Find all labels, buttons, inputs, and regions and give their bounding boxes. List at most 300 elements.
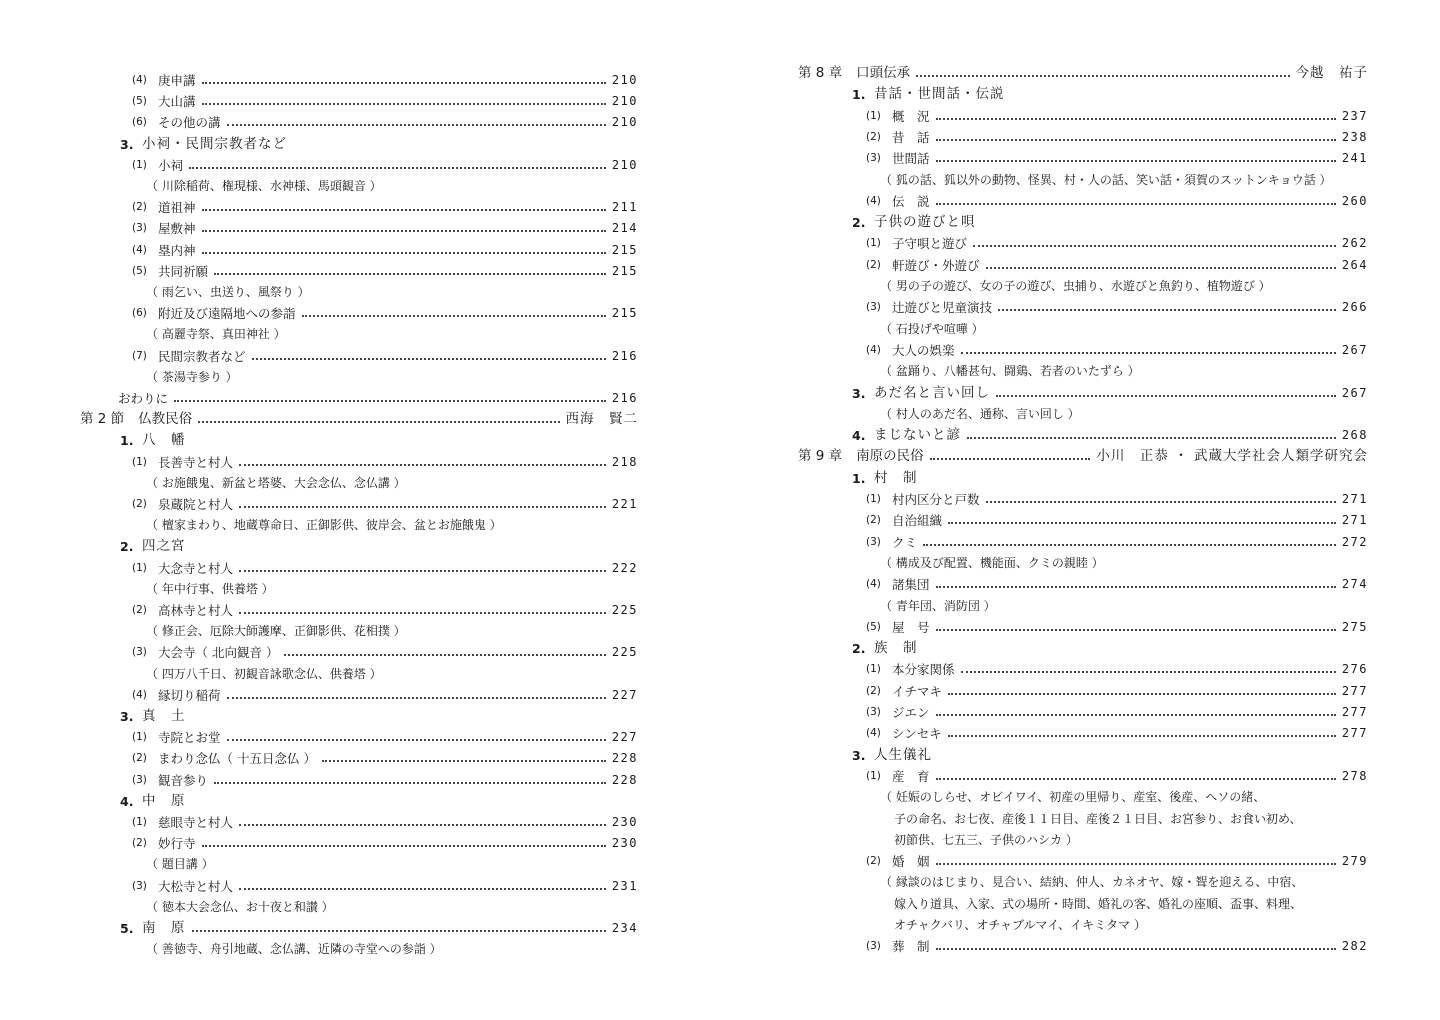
toc-item xyxy=(132,240,638,261)
dot-leader xyxy=(996,394,1336,397)
toc-item xyxy=(866,702,1368,723)
toc-label: 葬 制 xyxy=(892,939,930,955)
toc-label: （ 檀家まわり、地蔵尊命日、正御影供、彼岸会、盆とお施餓鬼 ） xyxy=(146,518,502,533)
toc-note xyxy=(146,282,310,303)
toc-label: （ 徳本大会念仏、お十夜と和讃 ） xyxy=(146,899,334,914)
toc-section xyxy=(120,430,186,451)
toc-label: 観音参り xyxy=(158,772,209,788)
toc-label: その他の講 xyxy=(158,115,221,131)
toc-number: (2) xyxy=(866,855,881,868)
toc-item xyxy=(866,723,1368,744)
toc-label: 軒遊び・外遊び xyxy=(892,257,980,273)
toc-label: 口頭伝承 xyxy=(856,65,911,81)
toc-number: (5) xyxy=(132,95,147,108)
toc-number: 3. xyxy=(120,709,134,724)
toc-section xyxy=(852,84,1005,105)
toc-item xyxy=(132,197,638,218)
toc-label: 諸集団 xyxy=(892,577,930,593)
toc-author: 西海 賢二 xyxy=(565,411,638,428)
dot-leader xyxy=(227,738,606,741)
toc-note2 xyxy=(894,894,1302,915)
toc-item xyxy=(866,191,1368,212)
toc-number: (3) xyxy=(866,535,881,548)
toc-section xyxy=(120,536,186,557)
dot-leader xyxy=(202,102,606,105)
toc-label: まわり念仏（ 十五日念仏 ） xyxy=(158,751,316,767)
toc-number: (1) xyxy=(866,109,881,122)
toc-label: 庚申講 xyxy=(158,73,196,88)
toc-page-number: 234 xyxy=(611,921,638,935)
toc-number: (4) xyxy=(866,578,881,591)
toc-page-number: 215 xyxy=(611,263,638,278)
toc-label: 子の命名、お七夜、産後１１日目、産後２１日目、お宮参り、お食い初め、 xyxy=(894,811,1302,826)
toc-label: （ 高麗寺祭、真田神社 ） xyxy=(146,327,286,342)
toc-page-number: 214 xyxy=(611,221,638,236)
toc-label: （ 構成及び配置、機能面、クミの親睦 ） xyxy=(880,555,1104,570)
toc-page-number: 227 xyxy=(611,730,638,745)
dot-leader xyxy=(948,521,1336,524)
toc-label: クミ xyxy=(892,534,918,550)
toc-page-number: 267 xyxy=(1341,385,1368,400)
toc-label: 辻遊びと児童演技 xyxy=(892,300,993,316)
toc-page-number: 260 xyxy=(1341,193,1368,208)
toc-number: 第 9 章 xyxy=(798,448,843,465)
toc-number: (1) xyxy=(132,455,147,468)
toc-label: 婚 姻 xyxy=(892,854,930,870)
dot-leader xyxy=(202,251,606,254)
toc-number: (3) xyxy=(132,879,147,892)
toc-label: 小祠・民間宗教者など xyxy=(142,135,287,152)
toc-page-number: 271 xyxy=(1341,492,1368,506)
toc-number: (2) xyxy=(132,498,147,510)
dot-leader xyxy=(239,569,606,572)
toc-number: (7) xyxy=(132,349,147,362)
dot-leader xyxy=(936,159,1336,162)
dot-leader xyxy=(986,500,1336,503)
toc-label: 縁切り稲荷 xyxy=(158,687,221,703)
toc-number: 1. xyxy=(852,87,866,103)
toc-number: (4) xyxy=(866,194,881,207)
toc-item xyxy=(132,218,638,239)
dot-leader xyxy=(252,357,606,360)
toc-number: 5. xyxy=(120,921,134,936)
toc-label: ジエン xyxy=(892,705,930,720)
toc-page-number: 215 xyxy=(611,306,638,321)
toc-page-number: 266 xyxy=(1341,300,1368,315)
toc-item xyxy=(132,600,638,621)
toc-page-number: 279 xyxy=(1341,854,1368,869)
toc-number: 2. xyxy=(120,539,134,555)
dot-leader xyxy=(936,585,1336,588)
toc-item xyxy=(132,770,638,791)
toc-page-number: 241 xyxy=(1341,151,1368,166)
toc-label: 子供の遊びと唄 xyxy=(874,214,976,231)
dot-leader xyxy=(986,266,1336,269)
toc-number: (3) xyxy=(866,940,881,953)
toc-number: 2. xyxy=(852,215,866,231)
toc-item xyxy=(866,532,1368,553)
toc-item xyxy=(866,233,1368,254)
toc-label: （ 題目講 ） xyxy=(146,857,214,872)
toc-page-number: 210 xyxy=(611,157,638,172)
toc-note xyxy=(146,176,382,197)
toc-label: 大松寺と村人 xyxy=(158,878,234,894)
toc-page-number: 282 xyxy=(1341,939,1368,954)
toc-label: 南 原 xyxy=(142,920,186,936)
toc-page-number: 267 xyxy=(1341,342,1368,357)
toc-number: (4) xyxy=(132,74,147,86)
toc-page-number: 216 xyxy=(611,391,638,405)
toc-item xyxy=(132,155,638,176)
dot-leader xyxy=(214,272,606,275)
toc-item xyxy=(866,681,1368,702)
toc-section xyxy=(120,791,186,812)
toc-number: (2) xyxy=(132,837,147,850)
toc-label: 長善寺と村人 xyxy=(158,454,234,470)
toc-note xyxy=(880,553,1104,574)
toc-number: (2) xyxy=(866,684,881,697)
dot-leader xyxy=(961,670,1336,673)
toc-label: 真 土 xyxy=(142,708,186,724)
toc-item xyxy=(132,748,638,769)
toc-item xyxy=(132,452,638,473)
toc-label: 屋 号 xyxy=(892,619,930,635)
toc-number: 第 8 章 xyxy=(798,65,843,81)
toc-page-number: 225 xyxy=(611,645,638,660)
dot-leader xyxy=(198,420,559,423)
dot-leader xyxy=(202,208,606,211)
toc-number: 4. xyxy=(120,793,134,809)
toc-section xyxy=(852,212,976,233)
dot-leader xyxy=(961,351,1336,354)
toc-note xyxy=(146,854,214,875)
toc-item xyxy=(866,489,1368,510)
toc-label: オチャクバリ、オチャブルマイ、イキミタマ ） xyxy=(894,918,1146,932)
toc-page-number: 275 xyxy=(1341,619,1368,634)
toc-item xyxy=(866,297,1368,318)
toc-closing xyxy=(118,388,638,409)
toc-number: (1) xyxy=(132,158,147,171)
toc-note xyxy=(146,897,334,918)
toc-label: おわりに xyxy=(118,391,169,406)
toc-author: 小川 正恭 ・ 武蔵大学社会人類学研究会 xyxy=(1096,448,1368,465)
toc-note xyxy=(880,596,996,617)
toc-label: （ 盆踊り、八幡甚句、闘鶏、若者のいたずら ） xyxy=(880,364,1140,379)
toc-item xyxy=(132,303,638,324)
toc-label: 嫁入り道具、入家、式の場所・時間、婚礼の客、婚礼の座順、盃事、料理、 xyxy=(894,896,1303,911)
toc-label: 八 幡 xyxy=(142,432,186,449)
toc-number: (1) xyxy=(866,493,881,505)
toc-page-number: 277 xyxy=(1341,726,1368,741)
toc-label: 族 制 xyxy=(874,640,918,657)
toc-number: (1) xyxy=(866,237,881,250)
dot-leader xyxy=(936,138,1336,141)
dot-leader xyxy=(302,314,606,317)
toc-label: 産 育 xyxy=(892,768,930,784)
toc-page-number: 228 xyxy=(611,751,638,766)
toc-item xyxy=(132,70,638,91)
toc-section xyxy=(852,468,918,489)
toc-label: 伝 説 xyxy=(892,193,930,209)
toc-number: (3) xyxy=(132,773,147,786)
toc-note xyxy=(880,170,1332,191)
toc-note2 xyxy=(894,809,1302,830)
toc-label: （ 青年団、消防団 ） xyxy=(880,598,996,613)
toc-number: (1) xyxy=(132,816,147,828)
dot-leader xyxy=(189,166,606,169)
toc-label: まじないと諺 xyxy=(874,427,961,444)
toc-section xyxy=(852,425,1368,446)
toc-item xyxy=(866,510,1368,531)
toc-label: （ 四万八千日、初観音詠歌念仏、供養塔 ） xyxy=(146,666,382,681)
dot-leader xyxy=(284,653,605,656)
dot-leader xyxy=(948,692,1336,695)
toc-section xyxy=(120,134,287,155)
dot-leader xyxy=(936,947,1336,950)
toc-page-number: 210 xyxy=(611,73,638,87)
toc-number: (6) xyxy=(132,116,147,129)
toc-item xyxy=(866,766,1368,787)
toc-label: （ 川除稲荷、権現様、水神様、馬頭観音 ） xyxy=(146,179,382,193)
toc-item xyxy=(132,876,638,897)
toc-label: 慈眼寺と村人 xyxy=(158,815,234,830)
toc-label: 子守唄と遊び xyxy=(892,236,968,252)
toc-note2 xyxy=(894,830,1078,851)
toc-number: (1) xyxy=(866,769,881,782)
toc-item xyxy=(132,494,638,515)
toc-page-number: 238 xyxy=(1341,129,1368,144)
toc-label: 世間話 xyxy=(892,151,930,167)
toc-number: (4) xyxy=(132,243,147,256)
dot-leader xyxy=(227,696,606,699)
toc-note xyxy=(146,621,406,642)
dot-leader xyxy=(239,611,606,614)
toc-number: (2) xyxy=(866,258,881,271)
toc-label: 泉蔵院と村人 xyxy=(158,497,234,512)
toc-label: （ 妊娠のしらせ、オビイワイ、初産の里帰り、産室、後産、ヘソの緒、 xyxy=(880,790,1266,805)
toc-number: (1) xyxy=(866,663,881,676)
toc-page-number: 268 xyxy=(1341,428,1368,443)
toc-label: シンセキ xyxy=(892,726,942,742)
toc-item xyxy=(132,685,638,706)
toc-label: 本分家関係 xyxy=(892,662,955,678)
toc-item xyxy=(132,833,638,854)
toc-number: 1. xyxy=(852,470,866,486)
toc-number: 4. xyxy=(852,428,866,444)
toc-label: 村 制 xyxy=(874,469,918,486)
toc-page-number: 210 xyxy=(611,94,638,109)
dot-leader xyxy=(174,399,606,402)
toc-note xyxy=(146,579,274,600)
toc-page-number: 272 xyxy=(1341,534,1368,549)
toc-label: 人生儀礼 xyxy=(874,746,932,763)
toc-number: (6) xyxy=(132,307,147,320)
toc-label: イチマキ xyxy=(892,683,943,699)
toc-note xyxy=(880,361,1140,382)
toc-note xyxy=(880,276,1271,297)
dot-leader xyxy=(916,74,1289,77)
toc-number: (4) xyxy=(132,688,147,701)
dot-leader xyxy=(239,887,606,890)
toc-item xyxy=(132,558,638,579)
dot-leader xyxy=(239,823,606,826)
toc-number: (2) xyxy=(866,514,881,527)
toc-label: （ 雨乞い、虫送り、風祭り ） xyxy=(146,285,310,299)
toc-label: 民間宗教者など xyxy=(158,348,246,364)
toc-number: (5) xyxy=(866,620,881,633)
toc-chapter xyxy=(798,446,1368,467)
dot-leader xyxy=(936,628,1336,631)
toc-note xyxy=(880,319,984,340)
toc-page-number: 211 xyxy=(611,200,638,215)
toc-number: (3) xyxy=(132,646,147,659)
toc-number: (3) xyxy=(866,152,881,165)
toc-label: 自治組織 xyxy=(892,513,943,529)
dot-leader xyxy=(923,543,1336,546)
toc-page-number: 215 xyxy=(611,242,638,257)
toc-page-number: 216 xyxy=(611,348,638,363)
toc-label: 附近及び遠隔地への参詣 xyxy=(158,306,296,322)
toc-page-number: 264 xyxy=(1341,257,1368,272)
toc-label: 共同祈願 xyxy=(158,263,209,279)
toc-author: 今越 祐子 xyxy=(1295,65,1368,81)
toc-item xyxy=(132,727,638,748)
toc-section xyxy=(852,745,932,766)
toc-number: (4) xyxy=(866,343,881,356)
toc-label: 屋敷神 xyxy=(158,221,196,237)
toc-label: 昔話・世間話・伝説 xyxy=(874,86,1005,103)
toc-chapter xyxy=(798,63,1368,84)
toc-note xyxy=(880,872,1303,893)
toc-number: 第 2 節 xyxy=(80,411,125,428)
toc-label: （ 縁談のはじまり、見合い、結納、仲人、カネオヤ、嫁・聟を迎える、中宿、 xyxy=(880,875,1304,890)
toc-page-number: 271 xyxy=(1341,513,1368,528)
toc-label: 塁内神 xyxy=(158,242,196,258)
toc-page-number: 262 xyxy=(1341,236,1368,251)
toc-label: （ 善徳寺、舟引地蔵、念仏講、近隣の寺堂への参詣 ） xyxy=(146,942,442,957)
dot-leader xyxy=(998,308,1336,311)
toc-page-number: 221 xyxy=(611,497,638,511)
toc-number: 1. xyxy=(120,433,134,449)
toc-label: 大人の娯楽 xyxy=(892,342,955,358)
toc-number: (1) xyxy=(132,561,147,574)
toc-item xyxy=(132,112,638,133)
toc-page-number: 277 xyxy=(1341,683,1368,698)
toc-label: 南原の民俗 xyxy=(856,448,924,465)
toc-label: 仏教民俗 xyxy=(138,411,193,428)
toc-label: 妙行寺 xyxy=(158,836,196,852)
dot-leader xyxy=(973,244,1336,247)
toc-label: （ 石投げや喧嘩 ） xyxy=(880,321,984,336)
toc-page-number: 277 xyxy=(1341,705,1368,719)
toc-section xyxy=(120,918,638,939)
toc-note xyxy=(146,515,502,536)
dot-leader xyxy=(202,81,606,84)
toc-number: (4) xyxy=(866,727,881,740)
toc-label: 村内区分と戸数 xyxy=(892,492,980,507)
toc-label: （ 村人のあだ名、通称、言い回し ） xyxy=(880,406,1080,421)
toc-item xyxy=(866,127,1368,148)
toc-item xyxy=(866,659,1368,680)
toc-label: 概 況 xyxy=(892,108,930,124)
toc-note xyxy=(146,473,406,494)
toc-label: 四之宮 xyxy=(142,538,186,555)
toc-label: （ 狐の話、狐以外の動物、怪異、村・人の話、笑い話・須賀のスットンキョウ話 ） xyxy=(880,172,1332,187)
toc-label: あだ名と言い回し xyxy=(874,384,990,401)
dot-leader xyxy=(936,713,1336,716)
toc-page-number: 230 xyxy=(611,836,638,851)
toc-label: 大会寺（ 北向観音 ） xyxy=(158,645,279,661)
toc-number: (1) xyxy=(132,731,147,744)
toc-label: （ 年中行事、供養塔 ） xyxy=(146,581,274,596)
toc-number: (3) xyxy=(866,706,881,718)
toc-note xyxy=(880,787,1265,808)
toc-section xyxy=(852,383,1368,404)
toc-item xyxy=(866,148,1368,169)
toc-label: 寺院とお堂 xyxy=(158,730,221,746)
toc-note2 xyxy=(894,915,1146,936)
dot-leader xyxy=(948,734,1336,737)
toc-label: （ 修正会、厄除大師護摩、正御影供、花相撲 ） xyxy=(146,624,406,639)
dot-leader xyxy=(214,781,606,784)
toc-item xyxy=(132,642,638,663)
dot-leader xyxy=(202,229,606,232)
dot-leader xyxy=(967,436,1336,439)
toc-page-number: 276 xyxy=(1341,662,1368,677)
toc-chapter xyxy=(80,409,638,430)
toc-number: 2. xyxy=(852,641,866,657)
dot-leader xyxy=(322,759,606,762)
dot-leader xyxy=(930,457,1091,460)
toc-note xyxy=(146,367,238,388)
toc-item xyxy=(866,851,1368,872)
toc-page-number: 210 xyxy=(611,115,638,130)
toc-section xyxy=(852,638,918,659)
toc-item xyxy=(866,617,1368,638)
toc-page-number: 218 xyxy=(611,454,638,469)
toc-page-number: 222 xyxy=(611,560,638,575)
toc-item xyxy=(866,574,1368,595)
dot-leader xyxy=(239,463,606,466)
toc-number: (5) xyxy=(132,264,147,277)
toc-note xyxy=(146,664,382,685)
toc-item xyxy=(866,340,1368,361)
toc-page-number: 237 xyxy=(1341,108,1368,123)
toc-label: （ お施餓鬼、新盆と塔婆、大会念仏、念仏講 ） xyxy=(146,475,406,490)
toc-item xyxy=(132,346,638,367)
toc-page-number: 231 xyxy=(611,878,638,893)
toc-page-number: 274 xyxy=(1341,577,1368,592)
toc-label: 道祖神 xyxy=(158,200,196,216)
toc-number: (2) xyxy=(132,752,147,765)
toc-label: 小祠 xyxy=(158,157,184,173)
toc-label: 高林寺と村人 xyxy=(158,603,234,618)
toc-number: (3) xyxy=(866,301,881,314)
dot-leader xyxy=(936,117,1336,120)
toc-number: 3. xyxy=(852,385,866,401)
toc-number: 3. xyxy=(120,136,134,152)
toc-item xyxy=(866,255,1368,276)
dot-leader xyxy=(202,844,606,847)
toc-label: 昔 話 xyxy=(892,129,930,145)
toc-note xyxy=(146,939,442,960)
toc-item xyxy=(132,812,638,833)
toc-label: 中 原 xyxy=(142,792,186,809)
toc-label: 大念寺と村人 xyxy=(158,560,234,576)
toc-label: （ 男の子の遊び、女の子の遊び、虫捕り、水遊びと魚釣り、植物遊び ） xyxy=(880,279,1271,293)
toc-item xyxy=(132,261,638,282)
toc-item xyxy=(866,106,1368,127)
